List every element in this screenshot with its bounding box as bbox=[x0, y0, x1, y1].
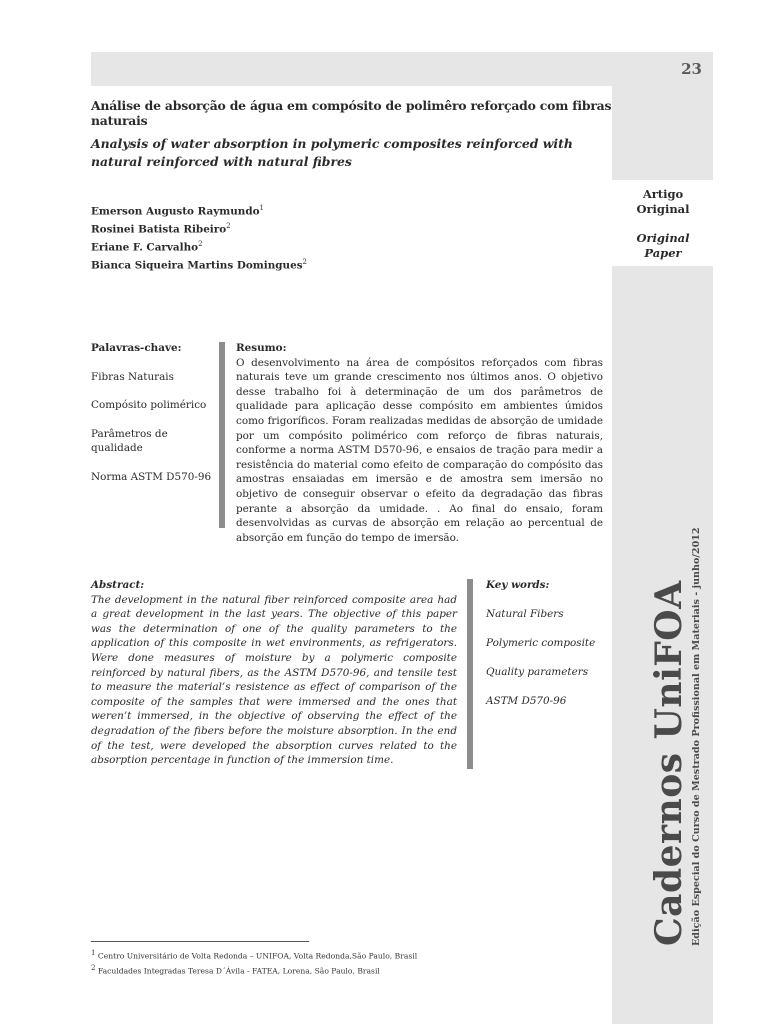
resumo-text: O desenvolvimento na área de compósitos reforçados com fibras naturais teve um grande crescimento nos últimos anos. O objetivo desse trabalho foi à determinação de um dos parâmetros de qualidade para aplicação desse compósito em ambientes úmidos como frigoríficos. Foram realizadas medidas de absorção de umidade por um compósito polimérico com reforço de fibras naturais, conforme a norma ASTM D570-96, e ensaios de tração para medir a resistência do material como efeito de comparação do compósito das amostras ensaiadas em imersão e de amostra sem imersão no objetivo de conseguir observar o efeito da degradação das fibras perante a absorção da umidade. . Ao final do ensaio, foram desenvolvidas as curvas de absorção em relação ao percentual de absorção em função do tempo de imersão. bbox=[236, 356, 603, 544]
footnote-rule bbox=[91, 941, 309, 942]
sidebar-band-upper bbox=[612, 86, 713, 180]
section-divider-bar bbox=[219, 342, 225, 528]
author-name: Eriane F. Carvalho bbox=[91, 241, 199, 254]
keyword-item: Fibras Naturais bbox=[91, 370, 174, 383]
author-name: Rosinei Batista Ribeiro bbox=[91, 223, 227, 236]
keywords-heading: Key words: bbox=[486, 579, 550, 591]
keyword-item: Natural Fibers bbox=[486, 607, 564, 620]
keyword-item: Parâmetros de qualidade bbox=[91, 427, 168, 454]
resumo-heading: Resumo: bbox=[236, 342, 287, 354]
footnote-text: Faculdades Integradas Teresa D´Ávila - FATEA, Lorena, São Paulo, Brasil bbox=[97, 966, 380, 976]
keyword-item: Norma ASTM D570-96 bbox=[91, 470, 212, 483]
author-name: Emerson Augusto Raymundo bbox=[91, 205, 260, 218]
footnote-mark: 1 bbox=[91, 949, 96, 957]
resumo-section bbox=[236, 341, 603, 545]
keyword-item: Quality parameters bbox=[486, 665, 589, 678]
article-type-pt-line1: Artigo bbox=[642, 187, 684, 201]
author-item bbox=[91, 237, 471, 255]
article-type-pt-line2: Original bbox=[636, 202, 690, 216]
article-type-label bbox=[616, 187, 710, 261]
section-divider-bar bbox=[467, 579, 473, 769]
keyword-item: Polymeric composite bbox=[486, 636, 596, 649]
author-list bbox=[91, 201, 471, 273]
journal-name: Cadernos UniFOA bbox=[648, 580, 690, 946]
author-affiliation-mark: 2 bbox=[302, 257, 308, 266]
abstract-section bbox=[91, 578, 457, 768]
header-band bbox=[91, 52, 713, 86]
footnote-text: Centro Universitário de Volta Redonda – UNIFOA, Volta Redonda,São Paulo, Brasil bbox=[97, 951, 418, 961]
author-affiliation-mark: 1 bbox=[259, 204, 264, 212]
journal-edition: Edição Especial do Curso de Mestrado Profissional em Materiais - junho/2012 bbox=[691, 527, 702, 946]
author-name: Bianca Siqueira Martins Domingues bbox=[91, 259, 303, 272]
author-item bbox=[91, 255, 471, 273]
abstract-text: The development in the natural fiber reinforced composite area had a great development in the last years. The objective of this paper was the determination of one of the quality parameters to the application of this composite in wet environments, as refrigerators. Were done measures of moisture by a polymeric composite reinforced by natural fibers, as the ASTM D570-96, and tensile test to measure the material’s resistence as effect of comparison of the composite of the samples that were immersed and the ones that weren’t immersed, in the objective of observing the effect of the degradation of the fibers before the moisture absorption. In the end of the test, were developed the absorption curves related to the absorption percentage in function of the immersion time. bbox=[91, 593, 457, 767]
page-number: 23 bbox=[681, 60, 702, 78]
keyword-item: Compósito polimérico bbox=[91, 399, 207, 411]
title-english: Analysis of water absorption in polymeric composites reinforced with natural reinforced with natural fibres bbox=[91, 136, 573, 169]
article-type-en-line2: Paper bbox=[644, 246, 682, 260]
keyword-item: ASTM D570-96 bbox=[486, 694, 567, 707]
article-type-en-line1: Original bbox=[636, 231, 690, 245]
title-portuguese: Análise de absorção de água em compósito de polimêro reforçado com fibras naturais bbox=[91, 98, 612, 128]
footnote bbox=[91, 949, 417, 961]
abstract-heading: Abstract: bbox=[91, 579, 145, 591]
footnote-mark: 2 bbox=[91, 964, 96, 972]
author-item bbox=[91, 219, 471, 237]
footnote bbox=[91, 964, 380, 976]
journal-masthead bbox=[650, 527, 703, 946]
keywords-portuguese bbox=[91, 341, 216, 498]
author-item bbox=[91, 201, 471, 219]
author-affiliation-mark: 2 bbox=[226, 221, 231, 230]
author-affiliation-mark: 2 bbox=[198, 239, 203, 248]
keywords-heading: Palavras-chave: bbox=[91, 342, 182, 354]
keywords-english bbox=[486, 578, 611, 723]
